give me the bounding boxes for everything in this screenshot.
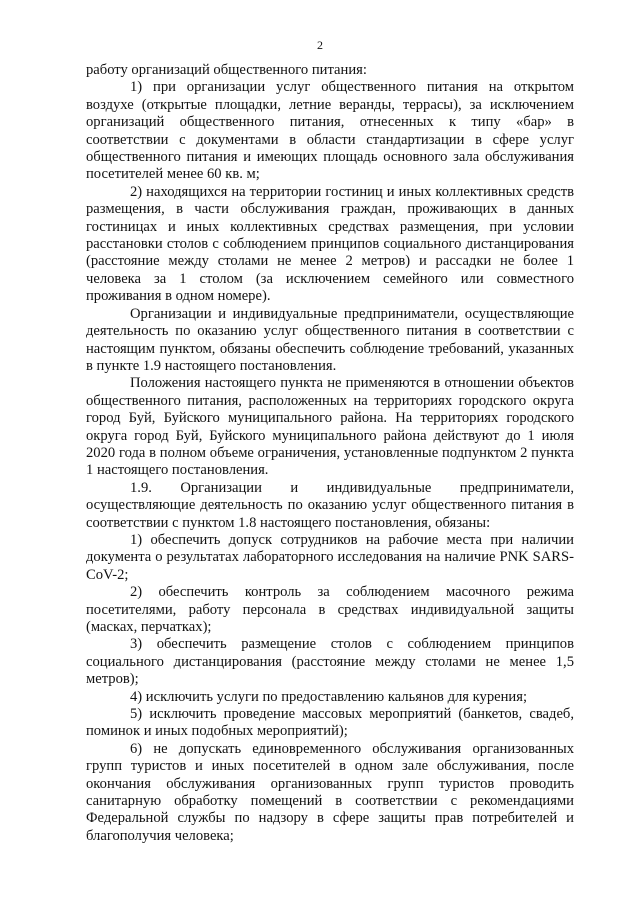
paragraph-item-1: 1) при организации услуг общественного питания на открытом воздухе (открытые площадки, летние веранды, террасы), за исключением организаций общественного питания, отнесенных к типу «бар» в соответствии с документами в области стандартизации в сфере услуг общественного питания и имеющих площадь основного зала обслуживания посетителей менее 60 кв. м; <box>86 79 574 183</box>
document-body <box>86 62 574 845</box>
page-number: 2 <box>317 38 323 52</box>
paragraph-continuation: работу организаций общественного питания: <box>86 62 367 78</box>
paragraph-requirement-1: 1) обеспечить допуск сотрудников на рабочие места при наличии документа о результатах лабораторного исследования на наличие PNK SARS-CoV-2; <box>86 531 574 583</box>
paragraph-requirement-5: 5) исключить проведение массовых мероприятий (банкетов, свадеб, поминок и иных подобных мероприятий); <box>86 706 574 740</box>
paragraph-clause-1-9: 1.9. Организации и индивидуальные предприниматели, осуществляющие деятельность по оказанию услуг общественного питания в соответствии с пунктом 1.8 настоящего постановления, обязаны: <box>86 479 574 531</box>
paragraph-requirement-3: 3) обеспечить размещение столов с соблюдением принципов социального дистанцирования (расстояние между столами не менее 1,5 метров); <box>86 636 574 688</box>
paragraph-obligations: Организации и индивидуальные предприниматели, осуществляющие деятельность по оказанию услуг общественного питания в соответствии с настоящим пунктом, обязаны обеспечить соблюдение требований, указанных в пункте 1.9 настоящего постановления. <box>86 305 574 374</box>
paragraph-requirement-4: 4) исключить услуги по предоставлению кальянов для курения; <box>130 688 527 705</box>
paragraph-requirement-2: 2) обеспечить контроль за соблюдением масочного режима посетителями, работу персонала в средствах индивидуальной защиты (масках, перчатках); <box>86 584 574 635</box>
paragraph-item-2: 2) находящихся на территории гостиниц и иных коллективных средств размещения, в части обслуживания граждан, проживающих в данных гостиницах и иных коллективных средствах размещения, при условии расстановки столов с соблюдением принципов социального дистанцирования (расстояние между столами не менее 2 метров) и рассадки не более 1 человека за 1 столом (за исключением семейного или совместного проживания в одном номере). <box>86 183 574 305</box>
paragraph-exceptions: Положения настоящего пункта не применяются в отношении объектов общественного питания, расположенных на территориях городского округа город Буй, Буйского муниципального района. На территориях городского округа город Буй, Буйского муниципального района действуют до 1 июля 2020 года в полном объеме ограничения, установленные подпунктом 2 пункта 1 настоящего постановления. <box>86 375 574 479</box>
paragraph-requirement-6: 6) не допускать единовременного обслуживания организованных групп туристов и иных посетителей в одном зале обслуживания, после окончания обслуживания организованных групп туристов проводить санитарную обработку помещений в соответствии с рекомендациями Федеральной службы по надзору в сфере защиты прав потребителей и благополучия человека; <box>86 740 574 844</box>
